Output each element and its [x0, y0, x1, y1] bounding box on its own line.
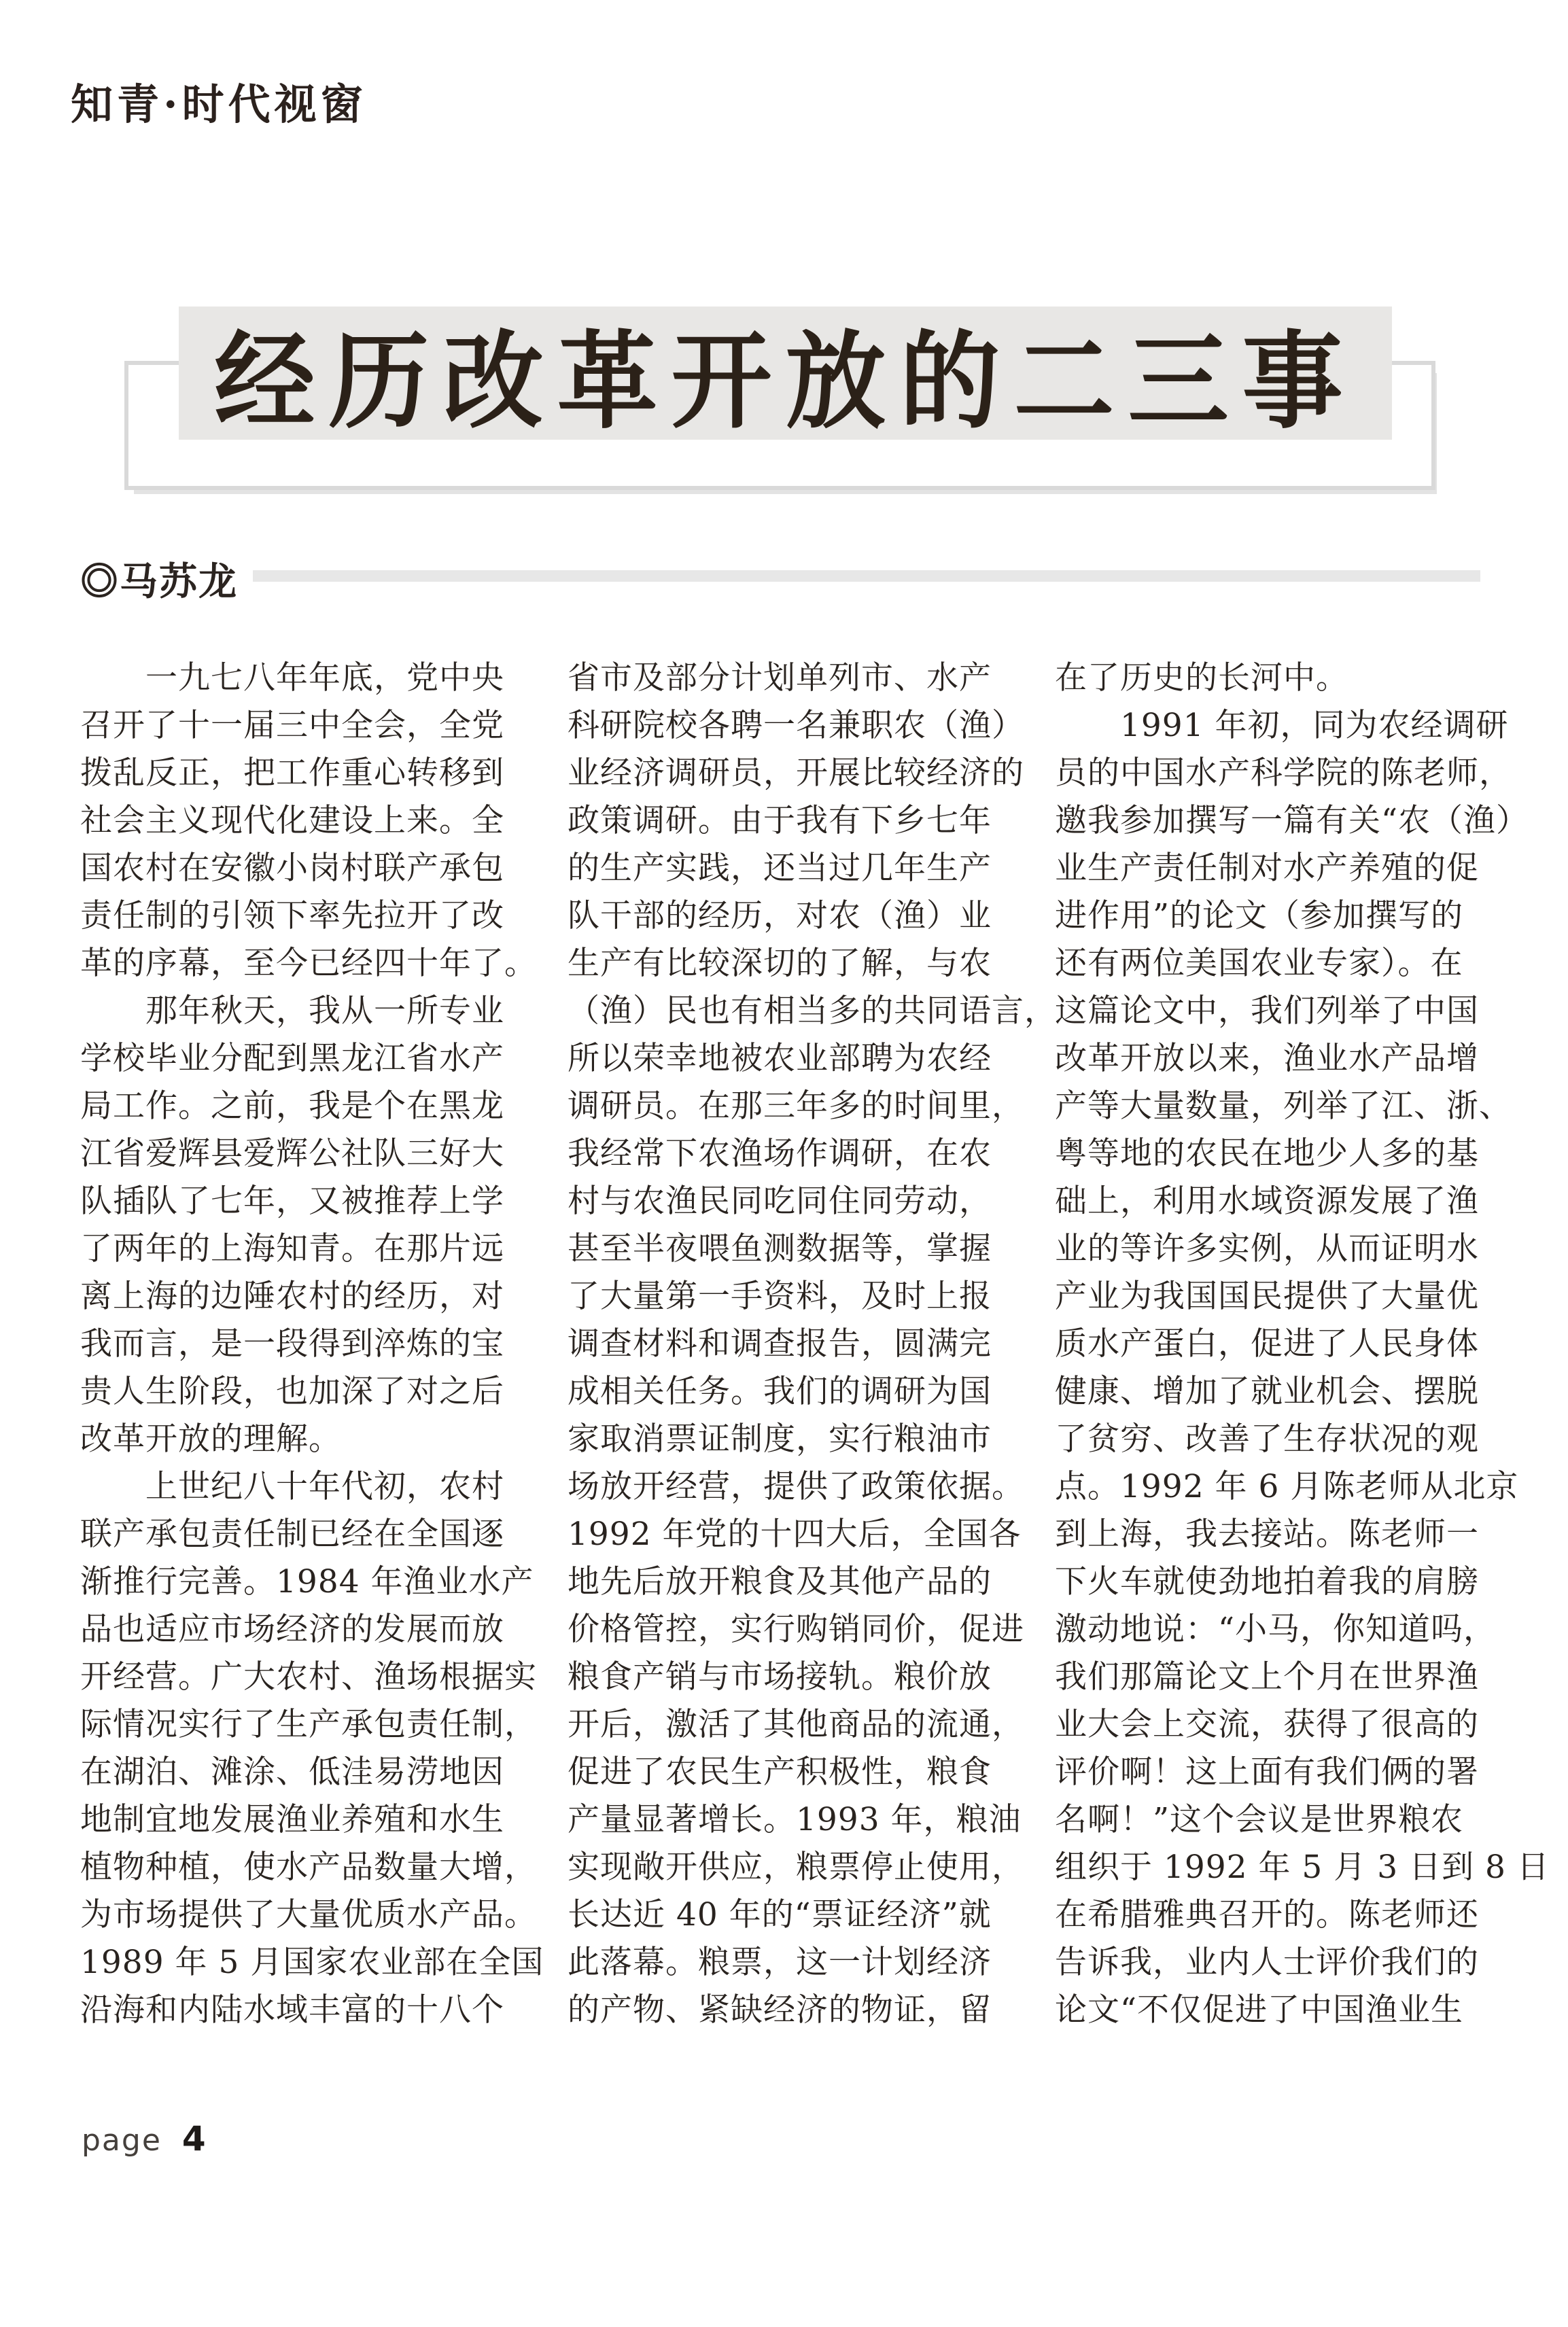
- text-line: 了大量第一手资料，及时上报: [568, 1278, 992, 1315]
- text-line: 社会主义现代化建设上来。全: [80, 802, 504, 839]
- text-line: 家取消票证制度，实行粮油市: [568, 1420, 992, 1458]
- text-line: 产量显著增长。1993 年，粮油: [568, 1801, 1022, 1838]
- text-line: 产业为我国国民提供了大量优: [1055, 1278, 1479, 1315]
- column-2: [568, 654, 1057, 2034]
- text-line: 员的中国水产科学院的陈老师，: [1055, 754, 1512, 792]
- text-line: 联产承包责任制已经在全国逐: [80, 1516, 504, 1553]
- text-line: 召开了十一届三中全会，全党: [80, 707, 504, 744]
- text-line: 政策调研。由于我有下乡七年: [568, 802, 992, 839]
- text-line: 进作用”的论文（参加撰写的: [1055, 897, 1464, 934]
- text-line: 场放开经营，提供了政策依据。: [568, 1468, 1024, 1505]
- text-line: 1992 年党的十四大后，全国各: [568, 1516, 1022, 1553]
- text-line: 地制宜地发展渔业养殖和水生: [80, 1801, 504, 1838]
- text-line: 价格管控，实行购销同价，促进: [568, 1611, 1024, 1648]
- text-line: 健康、增加了就业机会、摆脱: [1055, 1373, 1479, 1410]
- text-line: 队插队了七年，又被推荐上学: [80, 1183, 504, 1220]
- text-line: 还有两位美国农业专家）。在: [1055, 945, 1463, 982]
- text-line: 质水产蛋白，促进了人民身体: [1055, 1325, 1479, 1363]
- text-line: 省市及部分计划单列市、水产: [568, 659, 992, 697]
- text-line: 我经常下农渔场作调研，在农: [568, 1135, 992, 1172]
- author-byline: ◎马苏龙: [80, 560, 238, 603]
- text-line: 改革开放的理解。: [80, 1420, 341, 1458]
- text-line: 地先后放开粮食及其他产品的: [568, 1563, 992, 1600]
- text-line: 江省爱辉县爱辉公社队三好大: [80, 1135, 504, 1172]
- text-line: 为市场提供了大量优质水产品。: [80, 1896, 537, 1934]
- divider-bar: [253, 570, 1480, 582]
- text-line: 植物种植，使水产品数量大增，: [80, 1849, 537, 1886]
- text-line: 产等大量数量，列举了江、浙、: [1055, 1087, 1512, 1125]
- text-line: 业的等许多实例，从而证明水: [1055, 1230, 1479, 1267]
- text-line: 粮食产销与市场接轨。粮价放: [568, 1658, 992, 1696]
- text-line: 所以荣幸地被农业部聘为农经: [568, 1040, 992, 1077]
- text-line: 改革开放以来，渔业水产品增: [1055, 1040, 1479, 1077]
- text-line: 了贫穷、改善了生存状况的观: [1055, 1420, 1479, 1458]
- article-body: [80, 654, 1550, 2034]
- text-line: 际情况实行了生产承包责任制，: [80, 1706, 537, 1743]
- text-line: 业生产责任制对水产养殖的促: [1055, 850, 1479, 887]
- text-line: 队干部的经历，对农（渔）业: [568, 897, 992, 934]
- page-label: page: [82, 2123, 162, 2158]
- text-line: 调研员。在那三年多的时间里，: [568, 1087, 1024, 1125]
- text-line: （渔）民也有相当多的共同语言，: [568, 992, 1057, 1030]
- text-line: 离上海的边陲农村的经历，对: [80, 1278, 504, 1315]
- text-line: 到上海，我去接站。陈老师一: [1055, 1516, 1479, 1553]
- text-line: 业大会上交流，获得了很高的: [1055, 1706, 1479, 1743]
- text-line: 组织于 1992 年 5 月 3 日到 8 日: [1055, 1849, 1550, 1886]
- text-line: 名啊！”这个会议是世界粮农: [1055, 1801, 1464, 1838]
- text-line: 我而言，是一段得到淬炼的宝: [80, 1325, 504, 1363]
- text-line: 的生产实践，还当过几年生产: [568, 850, 992, 887]
- text-line: 在希腊雅典召开的。陈老师还: [1055, 1896, 1479, 1934]
- text-line: 评价啊！这上面有我们俩的署: [1055, 1753, 1479, 1791]
- text-line: 沿海和内陆水域丰富的十八个: [80, 1991, 504, 2029]
- article-title: 经历改革开放的二三事: [214, 319, 1357, 443]
- text-line: 渐推行完善。1984 年渔业水产: [80, 1563, 534, 1600]
- text-line: 在湖泊、滩涂、低洼易涝地因: [80, 1753, 504, 1791]
- column-1: [80, 654, 544, 2034]
- text-line: 村与农渔民同吃同住同劳动，: [568, 1183, 992, 1220]
- text-line: 础上，利用水域资源发展了渔: [1055, 1183, 1479, 1220]
- text-line: 贵人生阶段，也加深了对之后: [80, 1373, 504, 1410]
- title-banner: [179, 307, 1392, 443]
- text-line: 革的序幕，至今已经四十年了。: [80, 945, 537, 982]
- text-line: 局工作。之前，我是个在黑龙: [80, 1087, 504, 1125]
- text-line: 1989 年 5 月国家农业部在全国: [80, 1944, 544, 1981]
- text-line: 开经营。广大农村、渔场根据实: [80, 1658, 537, 1696]
- text-line: 促进了农民生产积极性，粮食: [568, 1753, 992, 1791]
- text-line: 长达近 40 年的“票证经济”就: [568, 1896, 992, 1934]
- text-line: 业经济调研员，开展比较经济的: [568, 754, 1024, 792]
- section-header: 知青·时代视窗: [71, 80, 367, 129]
- text-line: 品也适应市场经济的发展而放: [80, 1611, 504, 1648]
- text-line: 1991 年初，同为农经调研: [1055, 707, 1509, 744]
- text-line: 邀我参加撰写一篇有关“农（渔）: [1055, 802, 1529, 839]
- text-line: 国农村在安徽小岗村联产承包: [80, 850, 504, 887]
- text-line: 我们那篇论文上个月在世界渔: [1055, 1658, 1479, 1696]
- text-line: 了两年的上海知青。在那片远: [80, 1230, 504, 1267]
- text-line: 甚至半夜喂鱼测数据等，掌握: [568, 1230, 992, 1267]
- text-line: 的产物、紧缺经济的物证，留: [568, 1991, 992, 2029]
- text-line: 调查材料和调查报告，圆满完: [568, 1325, 992, 1363]
- text-line: 开后，激活了其他商品的流通，: [568, 1706, 1024, 1743]
- text-line: 责任制的引领下率先拉开了改: [80, 897, 504, 934]
- text-line: 在了历史的长河中。: [1055, 659, 1348, 697]
- page-number: 4: [181, 2119, 206, 2158]
- text-line: 生产有比较深切的了解，与农: [568, 945, 992, 982]
- text-line: 学校毕业分配到黑龙江省水产: [80, 1040, 504, 1077]
- text-line: 粤等地的农民在地少人多的基: [1055, 1135, 1479, 1172]
- column-3: [1055, 654, 1550, 2034]
- text-line: 这篇论文中，我们列举了中国: [1055, 992, 1479, 1030]
- text-line: 科研院校各聘一名兼职农（渔）: [568, 707, 1024, 744]
- text-line: 拨乱反正，把工作重心转移到: [80, 754, 504, 792]
- text-line: 告诉我，业内人士评价我们的: [1055, 1944, 1479, 1981]
- text-line: 点。1992 年 6 月陈老师从北京: [1055, 1468, 1519, 1505]
- text-line: 此落幕。粮票，这一计划经济: [568, 1944, 992, 1981]
- text-line: 那年秋天，我从一所专业: [80, 992, 504, 1030]
- text-line: 成相关任务。我们的调研为国: [568, 1373, 992, 1410]
- page-footer: [82, 2119, 206, 2158]
- text-line: 下火车就使劲地拍着我的肩膀: [1055, 1563, 1479, 1600]
- text-line: 论文“不仅促进了中国渔业生: [1055, 1991, 1464, 2029]
- text-line: 激动地说：“小马，你知道吗，: [1055, 1611, 1497, 1648]
- text-line: 上世纪八十年代初，农村: [80, 1468, 504, 1505]
- text-line: 一九七八年年底，党中央: [80, 659, 504, 697]
- text-line: 实现敞开供应，粮票停止使用，: [568, 1849, 1024, 1886]
